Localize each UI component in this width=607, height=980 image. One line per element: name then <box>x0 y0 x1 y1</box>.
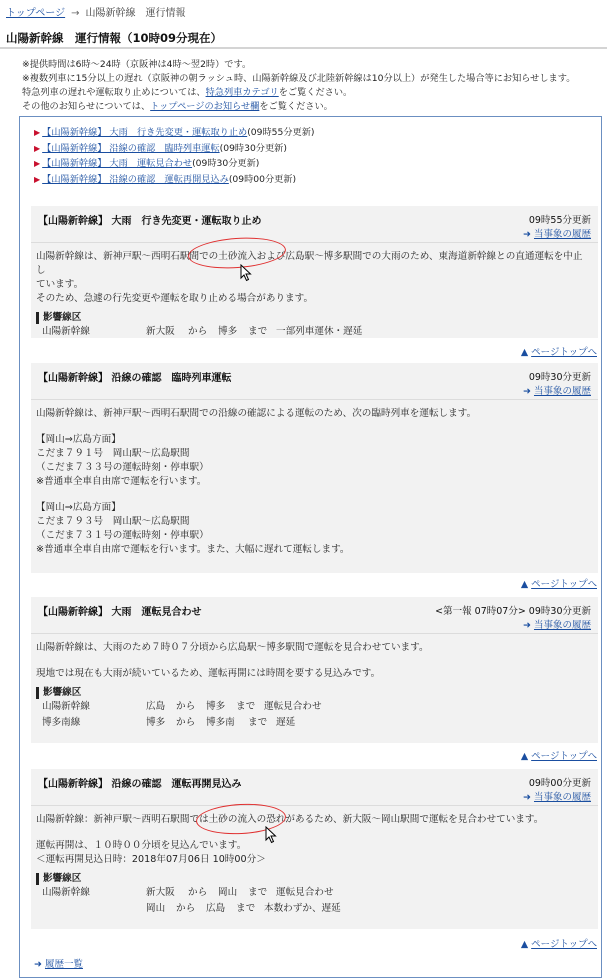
incident-history-link[interactable]: 当事象の履歴 <box>533 792 591 803</box>
incident-history-link[interactable]: 当事象の履歴 <box>533 386 591 397</box>
note-line-3-text: 特急列車の遅れや運転取り止めについては、 <box>22 87 206 98</box>
page-top-link[interactable]: ページトップへ <box>531 579 597 590</box>
page-top-link[interactable]: ページトップへ <box>531 939 597 950</box>
body-text: ※普通車全車自由席で運転を行います。 <box>36 476 207 487</box>
blank-line <box>36 489 592 501</box>
blank-line <box>36 655 592 667</box>
summary-link[interactable]: 【山陽新幹線】 大雨 運転見合わせ <box>42 158 193 169</box>
section-title: 【山陽新幹線】 大雨 運転見合わせ <box>38 607 202 618</box>
body-text: 山陽新幹線は、新神戸駅～西明石駅間での土砂流入および広島駅～博多駅間での大雨のため、東海道新幹線との直通運転を中止し <box>36 251 583 276</box>
note-line-4-text: その他のお知らせについては、 <box>22 101 151 112</box>
line-name <box>42 901 146 917</box>
body-text: こだま７９３号 岡山駅～広島駅間 <box>36 516 190 527</box>
body-text: ています。 <box>36 279 84 290</box>
to-station: 岡山 <box>218 887 238 898</box>
summary-link-item <box>34 141 315 157</box>
affected-line-row <box>42 715 592 731</box>
breadcrumb-home-link[interactable]: トップページ <box>6 8 66 19</box>
breadcrumb <box>6 4 186 19</box>
summary-link-item <box>34 156 315 172</box>
section-divider <box>31 805 598 806</box>
line-status: 一部列車運休・遅延 <box>276 326 363 337</box>
incident-section-2 <box>31 363 598 573</box>
summary-link-item <box>34 125 315 141</box>
from-word: から <box>188 326 208 337</box>
notice-notes <box>22 58 602 114</box>
body-text: こだま７９１号 岡山駅～広島駅間 <box>36 448 190 459</box>
summary-link-time: (09時55分更新) <box>247 127 315 138</box>
incident-history-link[interactable]: 当事象の履歴 <box>533 620 591 631</box>
body-text: ＜運転再開見込日時：2018年07月06日 10時00分＞ <box>36 854 266 865</box>
history-list-link[interactable]: 履歴一覧 <box>44 959 83 970</box>
section-divider <box>31 399 598 400</box>
body-text: ※普通車全車自由席で運転を行います。また、大幅に遅れて運転します。 <box>36 544 350 555</box>
triangle-right-icon: ▶ <box>34 128 41 137</box>
triangle-right-icon: ▶ <box>34 159 41 168</box>
from-word: から <box>176 903 196 914</box>
section-history <box>523 383 591 397</box>
body-text: 運転再開は、１０時００分頃を見込んでいます。 <box>36 840 247 851</box>
page-title: 山陽新幹線 運行情報（10時09分現在） <box>6 31 223 45</box>
affected-lines-heading: 影響線区 <box>36 873 592 885</box>
affected-line-row <box>42 699 592 715</box>
section-body <box>36 641 592 731</box>
history-list <box>34 956 83 970</box>
affected-line-row <box>42 901 592 917</box>
note-line-4-suffix: をご覧ください。 <box>259 101 333 112</box>
section-title: 【山陽新幹線】 大雨 行き先変更・運転取り止め <box>38 216 262 227</box>
incident-history-link[interactable]: 当事象の履歴 <box>533 229 591 240</box>
section-update-time: <第一報 07時07分> 09時30分更新 <box>435 606 591 617</box>
summary-link-item <box>34 172 315 188</box>
summary-link-time: (09時30分更新) <box>192 158 260 169</box>
note-line-1: ※提供時間は6時～24時（京阪神は4時～翌2時）です。 <box>22 59 252 70</box>
section-title: 【山陽新幹線】 沿線の確認 運転再開見込み <box>38 779 242 790</box>
summary-link-time: (09時30分更新) <box>219 142 287 154</box>
line-status: 遅延 <box>276 717 296 728</box>
to-station: 広島 <box>206 903 226 914</box>
to-station: 博多南 <box>206 717 235 728</box>
line-name: 山陽新幹線 <box>42 701 90 712</box>
section-update-time: 09時30分更新 <box>528 372 591 383</box>
to-station: 博多 <box>218 326 238 337</box>
section-title: 【山陽新幹線】 沿線の確認 臨時列車運転 <box>38 373 232 384</box>
triangle-up-icon: ▲ <box>520 579 529 590</box>
breadcrumb-level2: 運行情報 <box>145 8 186 19</box>
body-text: 山陽新幹線は、新神戸駅～西明石駅間での沿線の確認による運転のため、次の臨時列車を運転します。 <box>36 408 477 419</box>
body-text: 山陽新幹線は、大雨のため７時０７分頃から広島駅～博多駅間で運転を見合わせています。 <box>36 642 429 653</box>
mouse-cursor-icon <box>240 264 252 282</box>
line-status: 運転見合わせ <box>264 701 322 712</box>
page-top <box>521 936 597 950</box>
from-word: から <box>176 717 196 728</box>
section-history <box>523 789 591 803</box>
blank-line <box>36 421 592 433</box>
arrow-right-icon: ➜ <box>523 386 531 397</box>
triangle-right-icon: ▶ <box>34 143 41 153</box>
line-name: 博多南線 <box>42 717 81 728</box>
page-top <box>521 344 597 358</box>
body-text: （こだま７３３号の運転時刻・停車駅） <box>36 462 209 473</box>
arrow-right-icon: ➜ <box>523 620 531 631</box>
to-station: 博多 <box>206 701 226 712</box>
page-top-link[interactable]: ページトップへ <box>531 751 597 762</box>
from-word: から <box>176 701 196 712</box>
breadcrumb-level1: 山陽新幹線 <box>85 8 136 19</box>
page-header <box>0 25 607 49</box>
body-text: 現地では現在も大雨が続いているため、運転再開には時間を要する見込みです。 <box>36 668 381 679</box>
limited-express-category-link[interactable]: 特急列車カテゴリ <box>205 87 279 98</box>
line-status: 運転見合わせ <box>276 887 334 898</box>
note-line-3 <box>22 86 602 100</box>
section-body <box>36 813 592 917</box>
note-line-2: ※複数列車に15分以上の遅れ（京阪神の朝ラッシュ時、山陽新幹線及び北陸新幹線は10分以上）が発生した場合等にお知らせします。 <box>22 73 576 84</box>
to-word: まで <box>248 717 268 728</box>
from-station: 岡山 <box>146 903 166 914</box>
to-word: まで <box>248 887 268 898</box>
triangle-up-icon: ▲ <box>520 347 529 358</box>
from-station: 新大阪 <box>146 887 175 898</box>
body-text: そのため、急遽の行先変更や運転を取り止める場合があります。 <box>36 293 314 304</box>
mouse-cursor-icon <box>265 826 277 844</box>
section-history <box>523 226 591 240</box>
section-update-time: 09時00分更新 <box>528 778 591 789</box>
triangle-right-icon: ▶ <box>34 174 41 184</box>
section-divider <box>31 242 598 243</box>
incident-section-3 <box>31 597 598 743</box>
summary-link-list <box>34 125 315 187</box>
section-body <box>36 250 592 340</box>
to-word: まで <box>248 326 268 337</box>
summary-link[interactable]: 【山陽新幹線】 沿線の確認 運転再開見込み <box>42 173 229 185</box>
from-station: 新大阪 <box>146 326 175 337</box>
summary-link[interactable]: 【山陽新幹線】 大雨 行き先変更・運転取り止め <box>42 127 248 138</box>
note-line-4 <box>22 100 602 114</box>
from-word: から <box>188 887 208 898</box>
affected-line-row <box>42 885 592 901</box>
page-top <box>521 748 597 762</box>
line-status: 本数わずか、遅延 <box>264 903 341 914</box>
summary-link[interactable]: 【山陽新幹線】 沿線の確認 臨時列車運転 <box>42 142 220 154</box>
section-body <box>36 407 592 557</box>
section-divider <box>31 633 598 634</box>
section-history <box>523 617 591 631</box>
note-line-3-suffix: をご覧ください。 <box>278 87 353 98</box>
triangle-up-icon: ▲ <box>520 939 529 950</box>
section-update-time: 09時55分更新 <box>528 215 591 226</box>
line-name: 山陽新幹線 <box>42 326 90 337</box>
page-top <box>521 576 597 590</box>
affected-lines-heading: 影響線区 <box>36 312 592 324</box>
blank-line <box>36 827 592 839</box>
breadcrumb-arrow-icon: → <box>71 8 80 19</box>
summary-link-time: (09時00分更新) <box>228 173 297 185</box>
affected-lines-heading: 影響線区 <box>36 687 592 699</box>
body-text: 【岡山⇒広島方面】 <box>36 434 121 445</box>
arrow-right-icon: ➜ <box>523 229 531 240</box>
incident-section-4 <box>31 769 598 929</box>
from-station: 博多 <box>146 717 166 728</box>
triangle-up-icon: ▲ <box>520 751 529 762</box>
from-station: 広島 <box>146 701 166 712</box>
body-text: （こだま７３１号の運転時刻・停車駅） <box>36 530 209 541</box>
body-text: 【岡山⇒広島方面】 <box>36 502 121 513</box>
to-word: まで <box>236 701 256 712</box>
top-page-notice-link[interactable]: トップページのお知らせ欄 <box>150 101 260 112</box>
affected-line-row <box>42 324 592 340</box>
incident-section-1 <box>31 206 598 338</box>
arrow-right-icon: ➜ <box>34 959 42 970</box>
body-text: 山陽新幹線：新神戸駅～西明石駅間では土砂の流入の恐れがあるため、新大阪～岡山駅間で運転を見合わせています。 <box>36 814 544 825</box>
line-name: 山陽新幹線 <box>42 887 90 898</box>
page-top-link[interactable]: ページトップへ <box>531 347 597 358</box>
to-word: まで <box>236 903 256 914</box>
arrow-right-icon: ➜ <box>523 792 531 803</box>
